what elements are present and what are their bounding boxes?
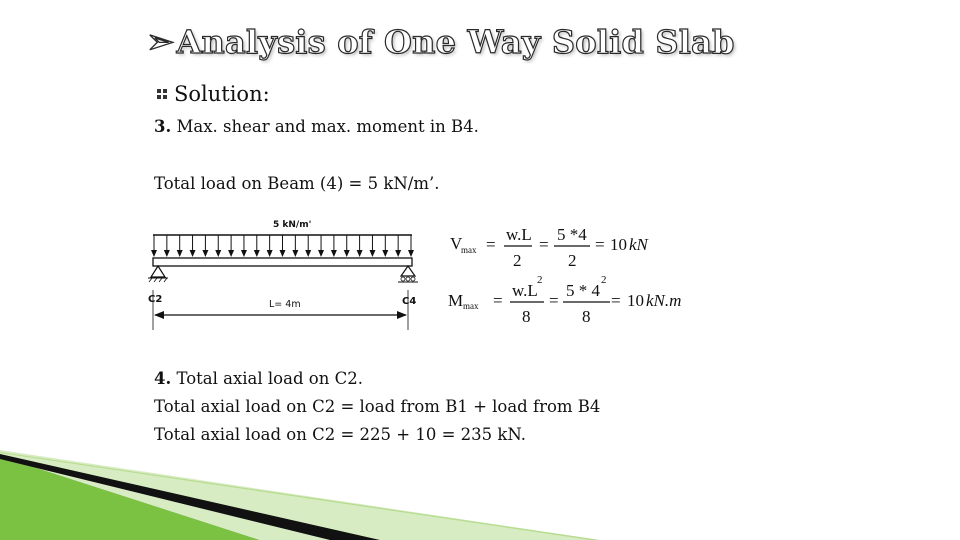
title-text: Analysis of One Way Solid Slab [176, 23, 735, 61]
section-4-text: Total axial load on C2. [171, 369, 363, 388]
v-num-2: 5 *4 [557, 225, 587, 244]
load-label: 5 kN/m' [273, 220, 312, 230]
m-num-2: 5 * 4 [566, 281, 600, 300]
m-num-1-exponent: 2 [537, 274, 543, 286]
m-den-1: 8 [522, 307, 531, 326]
total-load-text: Total load on Beam (4) = 5 kN/m’. [154, 174, 440, 193]
span-label: L= 4m [269, 299, 301, 310]
beam-diagram [140, 212, 430, 334]
section-3-text: Max. shear and max. moment in B4. [171, 117, 479, 136]
bullet-icon [156, 88, 168, 100]
v-symbol: V [450, 234, 463, 253]
section-3-number: 3. [154, 117, 172, 136]
m-eq-1: = [493, 291, 503, 310]
m-eq-3: = [611, 291, 621, 310]
v-result: 10 [610, 235, 627, 254]
arrow-bullet-icon: ➢ [146, 22, 175, 62]
section-4-number: 4. [154, 369, 172, 388]
decorative-swoosh [0, 440, 600, 540]
v-eq-1: = [486, 235, 496, 254]
beam [153, 258, 412, 266]
m-den-2: 8 [582, 307, 591, 326]
v-den-2: 2 [568, 251, 577, 270]
solution-label: Solution: [174, 82, 270, 106]
section-4-line-1: Total axial load on C2 = load from B1 + load from B4 [154, 397, 601, 416]
support-label-c4: C4 [402, 296, 417, 307]
v-den-1: 2 [513, 251, 522, 270]
v-subscript: max [461, 245, 477, 255]
section-3-heading [154, 117, 479, 136]
v-unit: kN [629, 235, 648, 254]
m-unit: kN.m [646, 291, 682, 310]
slide-title [146, 14, 735, 70]
section-4-heading [154, 369, 363, 388]
v-eq-3: = [595, 235, 605, 254]
m-num-1: w.L [512, 281, 538, 300]
v-num-1: w.L [506, 225, 532, 244]
m-result: 10 [627, 291, 644, 310]
m-eq-2: = [549, 291, 559, 310]
equations-block [440, 218, 740, 328]
m-symbol: M [448, 291, 464, 310]
section-4-line-2: Total axial load on C2 = 225 + 10 = 235 kN. [154, 425, 527, 444]
m-num-2-exponent: 2 [601, 274, 607, 286]
m-subscript: max [463, 301, 479, 311]
support-label-c2: C2 [148, 294, 163, 305]
v-eq-2: = [539, 235, 549, 254]
